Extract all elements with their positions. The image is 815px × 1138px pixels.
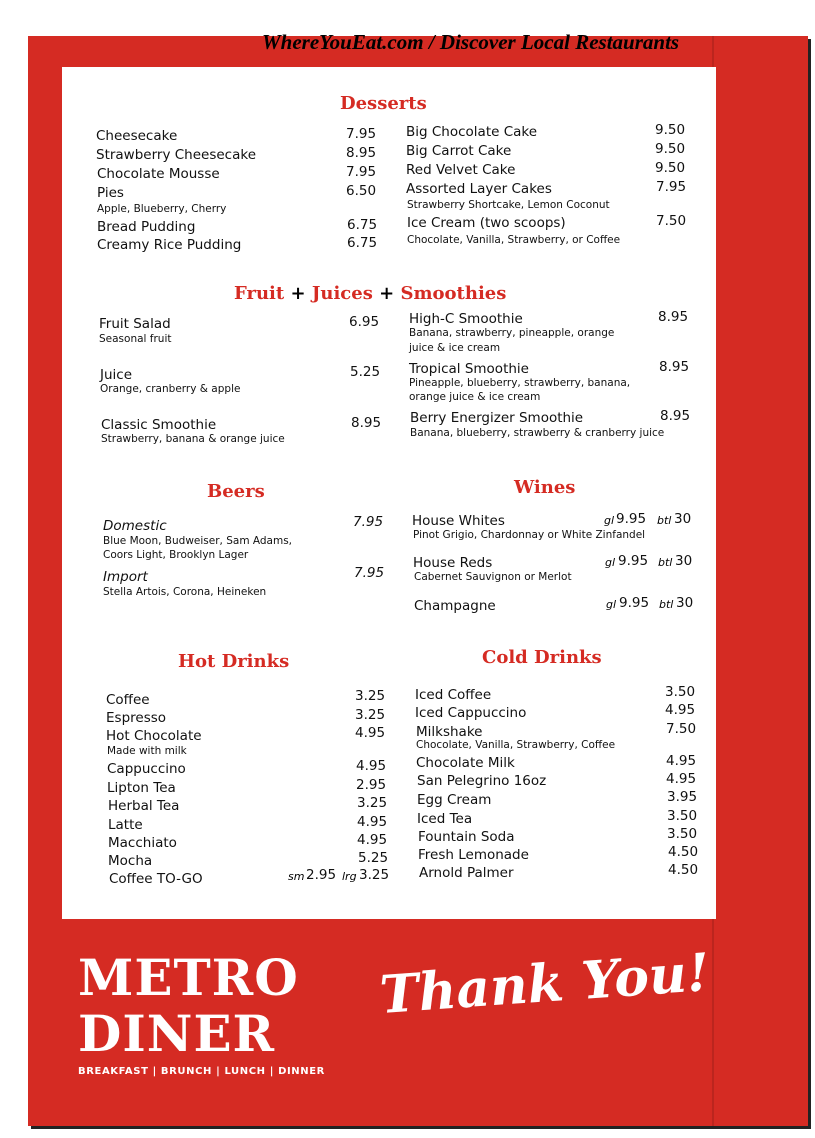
menu-item: Lipton Tea	[107, 780, 176, 796]
watermark: WhereYouEat.com / Discover Local Restaurants	[262, 30, 680, 54]
menu-item-desc: Banana, blueberry, strawberry & cranberry juice	[410, 427, 665, 439]
bottle-label: btl	[657, 514, 672, 527]
menu-price: 9.95	[616, 511, 647, 527]
bottle-label: btl	[658, 556, 673, 569]
menu-item-desc: Chocolate, Vanilla, Strawberry, Coffee	[416, 739, 616, 751]
menu-price: 4.95	[357, 814, 388, 830]
menu-item: Fruit Salad	[99, 316, 171, 332]
menu-price: 30	[676, 595, 694, 611]
menu-price: 3.50	[667, 808, 698, 824]
menu-item: Fresh Lemonade	[418, 847, 529, 863]
menu-price: 7.95	[656, 179, 687, 195]
menu-item: Classic Smoothie	[101, 417, 217, 433]
menu-item: Mocha	[108, 853, 153, 869]
menu-price: 7.95	[346, 164, 377, 180]
menu-item-desc: Coors Light, Brooklyn Lager	[103, 549, 249, 561]
menu-item-desc: Pinot Grigio, Chardonnay or White Zinfandel	[413, 529, 646, 541]
logo-line-metro: METRO	[78, 948, 299, 1007]
menu-price: 7.50	[666, 721, 697, 737]
menu-item-desc: Stella Artois, Corona, Heineken	[103, 586, 267, 598]
menu-item: Coffee TO-GO	[109, 871, 203, 887]
menu-item-desc: Cabernet Sauvignon or Merlot	[414, 571, 572, 583]
menu-item: Big Chocolate Cake	[406, 124, 538, 140]
menu-price: 8.95	[346, 145, 377, 161]
menu-item: Milkshake	[416, 724, 483, 740]
menu-price: 9.95	[619, 595, 650, 611]
section-title-desserts: Desserts	[340, 93, 427, 114]
menu-item: Herbal Tea	[108, 798, 180, 814]
menu-item-desc: Apple, Blueberry, Cherry	[97, 203, 227, 215]
menu-item: Chocolate Milk	[416, 755, 515, 771]
menu-item: Pies	[97, 185, 124, 201]
menu-item-desc: juice & ice cream	[409, 342, 501, 354]
section-title-fruit	[234, 283, 506, 304]
menu-item-desc: Blue Moon, Budweiser, Sam Adams,	[103, 535, 293, 547]
thank-you-script: Thank You!	[377, 942, 712, 1026]
tagline: BREAKFAST | BRUNCH | LUNCH | DINNER	[78, 1066, 325, 1077]
menu-item: Iced Cappuccino	[415, 705, 527, 721]
menu-price: 30	[675, 553, 693, 569]
menu-item: Import	[103, 569, 148, 585]
menu-item: House Whites	[412, 513, 505, 529]
menu-item: Assorted Layer Cakes	[406, 181, 552, 197]
menu-price: 6.75	[347, 217, 378, 233]
section-title-cold-drinks: Cold Drinks	[482, 647, 602, 668]
menu-item-desc: Chocolate, Vanilla, Strawberry, or Coffee	[407, 234, 621, 246]
menu-item: Ice Cream (two scoops)	[407, 215, 566, 231]
section-title-beers: Beers	[207, 481, 265, 502]
menu-price: 9.50	[655, 122, 686, 138]
glass-label: gl	[606, 598, 617, 611]
menu-price: 9.50	[655, 160, 686, 176]
menu-item: Tropical Smoothie	[409, 361, 529, 377]
menu-item-desc: Seasonal fruit	[99, 333, 172, 345]
menu-price: 4.50	[668, 844, 699, 860]
menu-item: Bread Pudding	[97, 219, 196, 235]
menu-price: 9.50	[655, 141, 686, 157]
menu-price: 4.95	[357, 832, 388, 848]
menu-item-desc: Orange, cranberry & apple	[100, 383, 241, 395]
title-word-smoothies: Smoothies	[400, 283, 507, 304]
menu-item: Macchiato	[108, 835, 177, 851]
menu-price: 5.25	[350, 364, 381, 380]
menu-price: 6.50	[346, 183, 377, 199]
menu-price: 4.95	[666, 753, 697, 769]
menu-price: 3.25	[359, 867, 390, 883]
menu-price: 7.95	[346, 126, 377, 142]
menu-price: 8.95	[658, 309, 689, 325]
menu-price: 3.50	[667, 826, 698, 842]
menu-item: Juice	[100, 367, 133, 383]
logo-line-diner: DINER	[78, 1004, 276, 1063]
menu-card	[62, 67, 716, 919]
menu-price: 3.25	[357, 795, 388, 811]
menu-price: 8.95	[351, 415, 382, 431]
menu-item: Champagne	[414, 598, 496, 614]
menu-item: Red Velvet Cake	[406, 162, 516, 178]
menu-item: Domestic	[103, 518, 167, 534]
menu-price: 3.25	[355, 707, 386, 723]
menu-item: Latte	[108, 817, 143, 833]
menu-item: High-C Smoothie	[409, 311, 523, 327]
menu-item: Berry Energizer Smoothie	[410, 410, 584, 426]
menu-item-desc: Made with milk	[107, 745, 187, 757]
menu-item: Iced Coffee	[415, 687, 492, 703]
title-word-fruit: Fruit	[234, 283, 285, 304]
menu-price: 4.95	[355, 725, 386, 741]
menu-price: 3.50	[665, 684, 696, 700]
menu-item: Coffee	[106, 692, 150, 708]
size-label-small: sm	[288, 870, 305, 883]
menu-item: Egg Cream	[417, 792, 492, 808]
menu-price: 8.95	[660, 408, 691, 424]
menu-item: Arnold Palmer	[419, 865, 514, 881]
section-title-hot-drinks: Hot Drinks	[178, 651, 290, 672]
menu-price: 4.50	[668, 862, 699, 878]
menu-item-desc: Banana, strawberry, pineapple, orange	[409, 327, 615, 339]
title-word-juices: Juices	[311, 283, 373, 304]
restaurant-logo	[78, 950, 299, 1062]
menu-price: 3.25	[355, 688, 386, 704]
menu-item-desc: Pineapple, blueberry, strawberry, banana,	[409, 377, 631, 389]
menu-item-desc: Strawberry, banana & orange juice	[101, 433, 285, 445]
menu-item: Cappuccino	[107, 761, 186, 777]
menu-price: 7.95	[354, 565, 385, 581]
size-label-large: lrg	[342, 870, 357, 883]
menu-price: 6.95	[349, 314, 380, 330]
menu-price: 9.95	[618, 553, 649, 569]
menu-price: 30	[674, 511, 692, 527]
menu-price: 6.75	[347, 235, 378, 251]
menu-price: 8.95	[659, 359, 690, 375]
menu-item: Hot Chocolate	[106, 728, 202, 744]
menu-item: Chocolate Mousse	[97, 166, 220, 182]
menu-price: 5.25	[358, 850, 389, 866]
menu-price: 4.95	[356, 758, 387, 774]
menu-price: 4.95	[665, 702, 696, 718]
menu-item: Espresso	[106, 710, 167, 726]
menu-item: San Pelegrino 16oz	[417, 773, 547, 789]
menu-item: Strawberry Cheesecake	[96, 147, 257, 163]
menu-item-desc: Strawberry Shortcake, Lemon Coconut	[407, 199, 610, 211]
glass-label: gl	[605, 556, 616, 569]
glass-label: gl	[604, 514, 615, 527]
menu-item-desc: orange juice & ice cream	[409, 391, 541, 403]
section-title-wines: Wines	[514, 477, 576, 498]
menu-price: 7.95	[353, 514, 384, 530]
menu-price: 7.50	[656, 213, 687, 229]
bottle-label: btl	[659, 598, 674, 611]
menu-item: Big Carrot Cake	[406, 143, 512, 159]
menu-item: House Reds	[413, 555, 493, 571]
menu-item: Iced Tea	[417, 811, 473, 827]
menu-item: Cheesecake	[96, 128, 178, 144]
title-plus: +	[290, 283, 306, 304]
title-plus: +	[379, 283, 395, 304]
menu-price: 2.95	[306, 867, 337, 883]
menu-item: Creamy Rice Pudding	[97, 237, 242, 253]
menu-item: Fountain Soda	[418, 829, 515, 845]
menu-price: 4.95	[666, 771, 697, 787]
menu-price: 2.95	[356, 777, 387, 793]
menu-price: 3.95	[667, 789, 698, 805]
